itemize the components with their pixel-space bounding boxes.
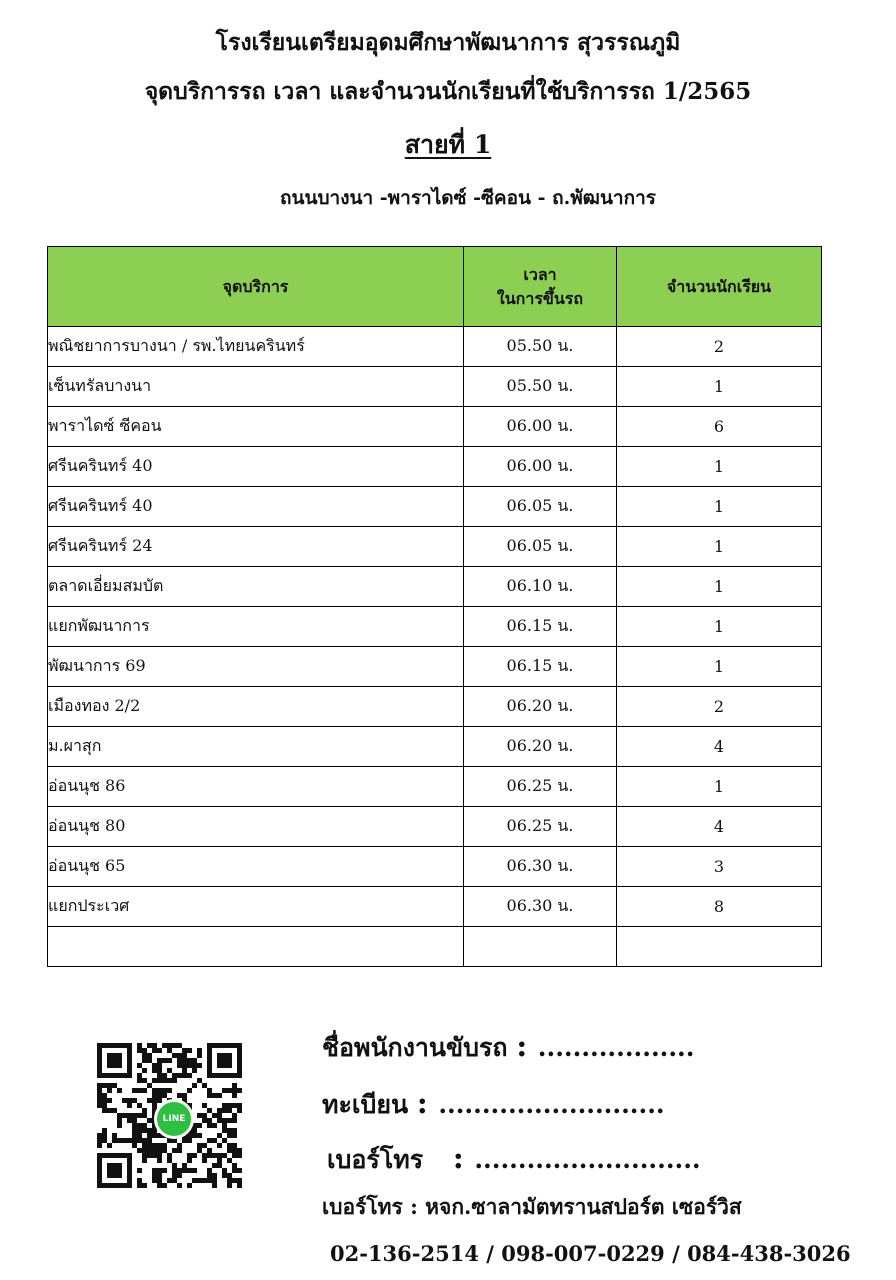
table-row: [48, 687, 822, 727]
time-cell: 06.20 น.: [464, 687, 617, 727]
route-path: ถนนบางนา -พาราไดซ์ -ซีคอน - ถ.พัฒนาการ: [280, 187, 656, 209]
count-cell: 6: [617, 407, 822, 447]
stop-cell: แยกประเวศ: [48, 887, 464, 927]
time-cell: 05.50 น.: [464, 367, 617, 407]
header-time-line2: ในการขึ้นรถ: [496, 288, 584, 308]
driver-name-line: ชื่อพนักงานขับรถ : ..................: [322, 1029, 695, 1064]
stop-cell: ม.ผาสุก: [48, 727, 464, 767]
count-cell: [617, 927, 822, 967]
count-cell: 4: [617, 807, 822, 847]
phone-value: ..........................: [474, 1145, 701, 1174]
stop-cell: อ่อนนุช 86: [48, 767, 464, 807]
time-cell: 06.00 น.: [464, 447, 617, 487]
time-cell: 06.05 น.: [464, 487, 617, 527]
count-cell: 2: [617, 327, 822, 367]
table-row: [48, 407, 822, 447]
table-row: [48, 607, 822, 647]
table-row: [48, 927, 822, 967]
count-cell: 1: [617, 607, 822, 647]
time-cell: 06.25 น.: [464, 807, 617, 847]
time-cell: 06.10 น.: [464, 567, 617, 607]
bus-schedule-table: [47, 246, 822, 967]
stop-cell: ศรีนครินทร์ 24: [48, 527, 464, 567]
count-cell: 1: [617, 367, 822, 407]
time-cell: 06.25 น.: [464, 767, 617, 807]
time-cell: 06.00 น.: [464, 407, 617, 447]
school-name: โรงเรียนเตรียมอุดมศึกษาพัฒนาการ สุวรรณภูมิ: [215, 29, 681, 56]
table-row: [48, 367, 822, 407]
driver-value: ..................: [537, 1033, 695, 1062]
time-cell: 06.20 น.: [464, 727, 617, 767]
stop-cell: อ่อนนุช 80: [48, 807, 464, 847]
header-time: [464, 247, 617, 327]
stop-cell: พาราไดซ์ ซีคอน: [48, 407, 464, 447]
count-cell: 2: [617, 687, 822, 727]
time-cell: 06.30 น.: [464, 887, 617, 927]
stop-cell: พัฒนาการ 69: [48, 647, 464, 687]
table-row: [48, 527, 822, 567]
table-header-row: [48, 247, 822, 327]
driver-label: ชื่อพนักงานขับรถ: [322, 1033, 508, 1062]
table-row: [48, 327, 822, 367]
table-row: [48, 487, 822, 527]
time-cell: [464, 927, 617, 967]
table-row: [48, 447, 822, 487]
plate-label: ทะเบียน: [322, 1090, 409, 1119]
table-row: [48, 767, 822, 807]
count-cell: 1: [617, 767, 822, 807]
phone-label: เบอร์โทร: [327, 1145, 424, 1174]
header-count: จำนวนนักเรียน: [617, 247, 822, 327]
stop-cell: พณิชยาการบางนา / รพ.ไทยนครินทร์: [48, 327, 464, 367]
stop-cell: ศรีนครินทร์ 40: [48, 487, 464, 527]
stop-cell: ตลาดเอี่ยมสมบัต: [48, 567, 464, 607]
table-row: [48, 647, 822, 687]
stop-cell: ศรีนครินทร์ 40: [48, 447, 464, 487]
stop-cell: อ่อนนุช 65: [48, 847, 464, 887]
table-row: [48, 807, 822, 847]
time-cell: 06.30 น.: [464, 847, 617, 887]
route-number: สายที่ 1: [404, 130, 492, 159]
table-row: [48, 727, 822, 767]
time-cell: 05.50 น.: [464, 327, 617, 367]
count-cell: 1: [617, 527, 822, 567]
header-time-line1: เวลา: [523, 264, 557, 284]
count-cell: 1: [617, 567, 822, 607]
stop-cell: [48, 927, 464, 967]
table-row: [48, 847, 822, 887]
table-row: [48, 887, 822, 927]
stop-cell: เมืองทอง 2/2: [48, 687, 464, 727]
stop-cell: เซ็นทรัลบางนา: [48, 367, 464, 407]
company-line: เบอร์โทร : หจก.ซาลามัตทรานสปอร์ต เซอร์วิส: [322, 1194, 742, 1219]
time-cell: 06.15 น.: [464, 647, 617, 687]
company-phones: 02-136-2514 / 098-007-0229 / 084-438-3026: [330, 1241, 851, 1266]
time-cell: 06.05 น.: [464, 527, 617, 567]
document-subtitle: จุดบริการรถ เวลา และจำนวนนักเรียนที่ใช้บริการรถ 1/2565: [144, 78, 752, 105]
count-cell: 4: [617, 727, 822, 767]
count-cell: 3: [617, 847, 822, 887]
stop-cell: แยกพัฒนาการ: [48, 607, 464, 647]
table-row: [48, 567, 822, 607]
plate-value: ..........................: [438, 1090, 665, 1119]
count-cell: 8: [617, 887, 822, 927]
count-cell: 1: [617, 487, 822, 527]
driver-phone-line: เบอร์โทร : ..........................: [327, 1141, 701, 1176]
count-cell: 1: [617, 647, 822, 687]
time-cell: 06.15 น.: [464, 607, 617, 647]
plate-line: ทะเบียน : ..........................: [322, 1086, 665, 1121]
count-cell: 1: [617, 447, 822, 487]
line-logo-icon: LINE: [154, 1099, 194, 1139]
header-stop: จุดบริการ: [48, 247, 464, 327]
